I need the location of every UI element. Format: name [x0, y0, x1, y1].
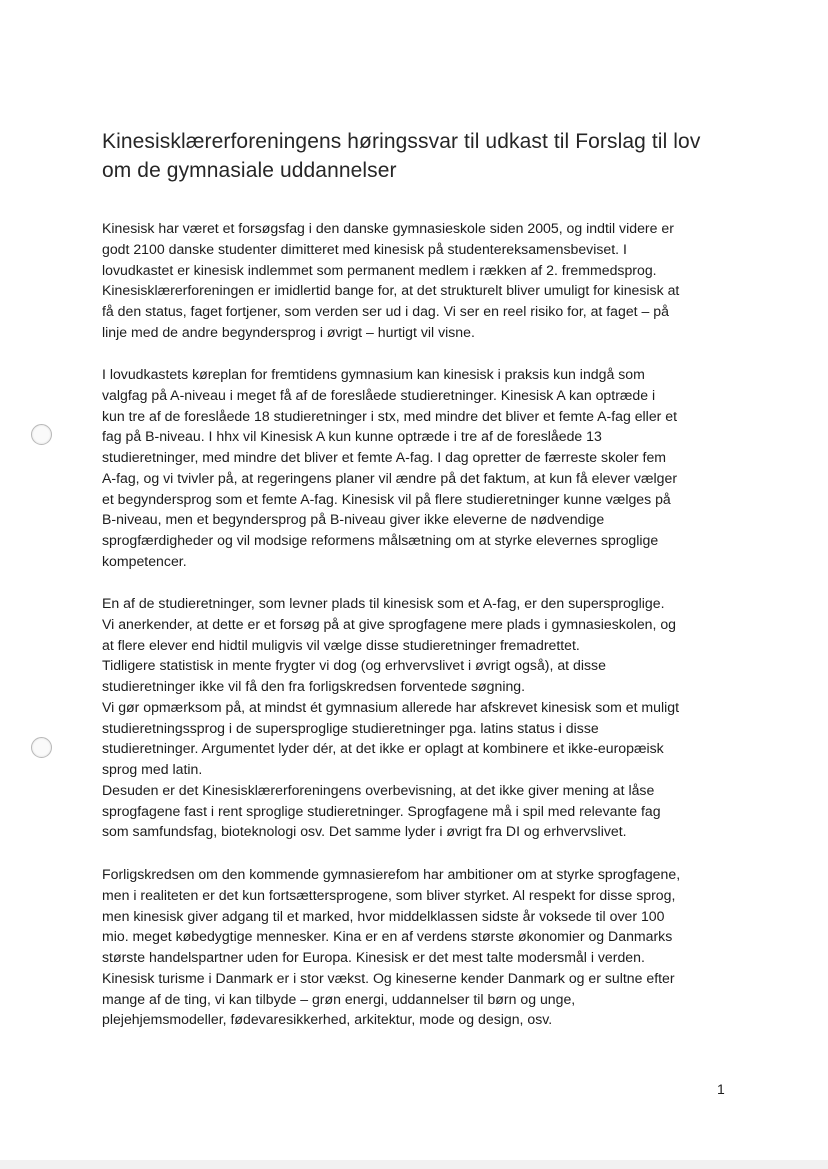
paragraph-2-line: kompetencer. [102, 552, 187, 569]
paragraph-1-line: Kinesisklærerforeningen er imidlertid bange for, at det strukturelt bliver umuligt for kinesisk at [102, 282, 680, 299]
paragraph-2-line: sprogfærdigheder og vil modsige reformens målsætning om at styrke elevernes sproglige [102, 532, 659, 548]
title-line: om de gymnasiale uddannelser [102, 159, 397, 182]
paragraph-1-line: godt 2100 danske studenter dimitteret med kinesisk på studentereksamensbeviset. I [102, 240, 627, 257]
paragraph-3-line: at flere elever end hidtil muligvis vil vælge disse studieretninger fremadrettet. [102, 636, 580, 653]
paragraph-2-line: B-niveau, men et begyndersprog på B-niveau giver ikke eleverne de nødvendige [102, 511, 605, 528]
paragraph-2-line: fag på B-niveau. I hhx vil Kinesisk A kun kunne optræde i tre af de foreslåede 13 [102, 428, 602, 445]
paragraph-3-line: sprogfagene fast i rent sproglige studieretninger. Sprogfagene må i spil med relevante fag [102, 802, 661, 819]
paragraph-4-line: Kinesisk turisme i Danmark er i stor vækst. Og kineserne kender Danmark og er sultne efter [102, 969, 675, 986]
document-title [102, 127, 762, 185]
paragraph-2-line: I lovudkastets køreplan for fremtidens gymnasium kan kinesisk i praksis kun indgå som [102, 366, 645, 382]
paragraph-3-line: Vi gør opmærksom på, at mindst ét gymnasium allerede har afskrevet kinesisk som et muligt [102, 698, 680, 715]
paragraph-1-line: linje med de andre begyndersprog i øvrigt – hurtigt vil visne. [102, 323, 475, 340]
paragraph-1-line: Kinesisk har været et forsøgsfag i den danske gymnasieskole siden 2005, og indtil videre er [102, 220, 674, 236]
page-number: 1 [717, 1081, 725, 1097]
paragraph-1-line: få den status, faget fortjener, som verden ser ud i dag. Vi ser en reel risiko for, at faget – på [102, 303, 669, 319]
paragraph-4-line: men kinesisk giver adgang til et marked, hvor middelklassen sidste år voksede til over 100 [102, 907, 665, 924]
paragraph-4-line: men i realiteten er det kun fortsættersprogene, som bliver styrket. Al respekt for disse sprog, [102, 886, 676, 903]
paragraph-2-line: A-fag, og vi tvivler på, at regeringens planer vil ændre på det faktum, at kun få elever vælger [102, 469, 678, 486]
paragraph-3-line: studieretningssprog i de supersproglige studieretninger pga. latins status i disse [102, 719, 599, 736]
paragraph-3-line: Desuden er det Kinesisklærerforeningens overbevisning, at det ikke giver mening at låse [102, 781, 655, 798]
punch-hole-mark [31, 737, 52, 758]
title-line: Kinesisklærerforeningens høringssvar til udkast til Forslag til lov [102, 130, 701, 153]
paragraph-4-line: mange af de ting, vi kan tilbyde – grøn energi, uddannelser til børn og unge, [102, 990, 576, 1007]
paragraph-3-line: studieretninger ikke vil få den fra forligskredsen forventede søgning. [102, 678, 526, 694]
paragraph-2-line: kun tre af de foreslåede 18 studieretninger i stx, med mindre det bliver et femte A-fag eller et [102, 407, 678, 424]
paragraph-3-line: Tidligere statistisk in mente frygter vi dog (og erhvervslivet i øvrigt også), at disse [102, 657, 606, 674]
paragraph-3-line: som samfundsfag, bioteknologi osv. Det samme lyder i øvrigt fra DI og erhvervslivet. [102, 823, 627, 840]
page-bottom-edge [0, 1160, 828, 1169]
paragraph-2-line: studieretninger, med mindre det bliver et femte A-fag. I dag opretter de færreste skoler fem [102, 449, 667, 465]
paragraph-4-line: største handelspartner uden for Europa. Kinesisk er det mest talte modersmål i verden. [102, 949, 645, 965]
paragraph-4-line: Forligskredsen om den kommende gymnasierefom har ambitioner om at styrke sprogfagene, [102, 866, 681, 882]
paragraph-1-line: lovudkastet er kinesisk indlemmet som permanent medlem i rækken af 2. fremmedsprog. [102, 261, 657, 278]
paragraph-2-line: et begyndersprog som et femte A-fag. Kinesisk vil på flere studieretninger kunne vælges på [102, 490, 671, 507]
paragraph-3-line: sprog med latin. [102, 761, 203, 777]
paragraph-2-line: valgfag på A-niveau i meget få af de foreslåede studieretninger. Kinesisk A kan optræde i [102, 386, 656, 403]
paragraph-3-line: Vi anerkender, at dette er et forsøg på at give sprogfagene mere plads i gymnasieskolen, og [102, 615, 677, 632]
paragraph-3-line: En af de studieretninger, som levner plads til kinesisk som et A-fag, er den supersproglige. [102, 595, 665, 611]
punch-hole-mark [31, 424, 52, 445]
paragraph-3-line: studieretninger. Argumentet lyder dér, at det ikke er oplagt at kombinere et ikke-europæisk [102, 740, 664, 757]
paragraph-4-line: plejehjemsmodeller, fødevaresikkerhed, arkitektur, mode og design, osv. [102, 1011, 553, 1028]
paragraph-4-line: mio. meget købedygtige mennesker. Kina er en af verdens største økonomier og Danmarks [102, 928, 673, 945]
